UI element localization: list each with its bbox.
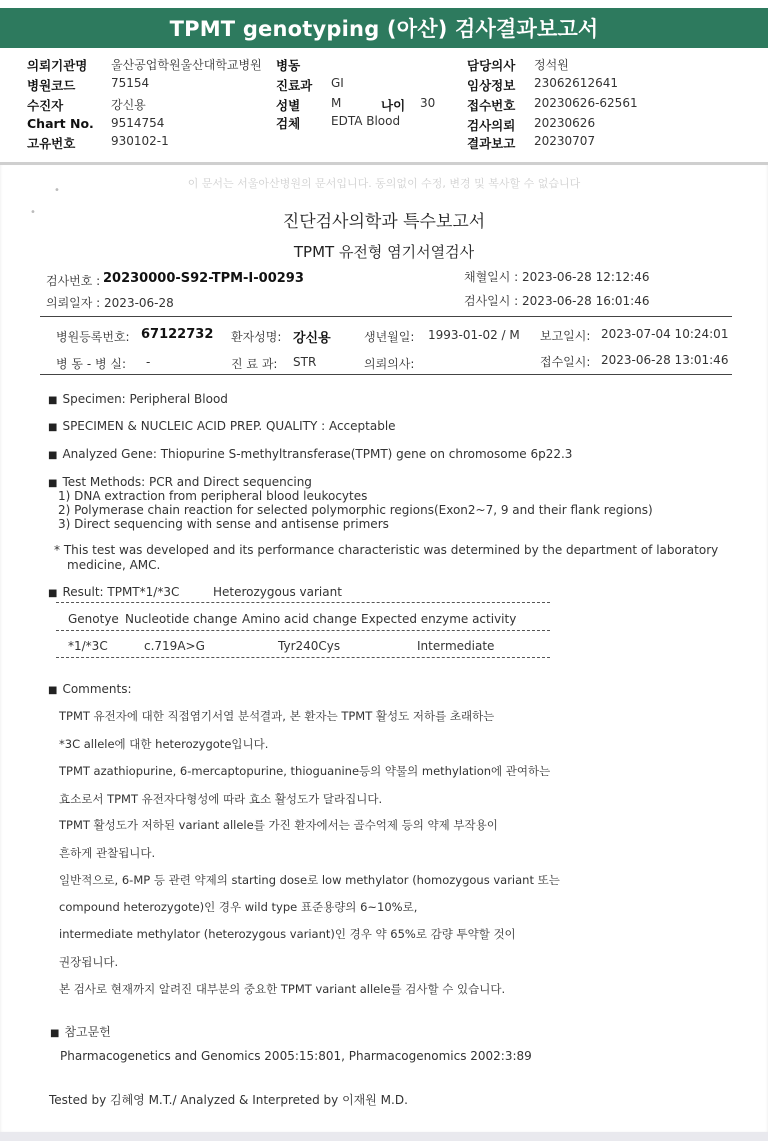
report-title: 진단검사의학과 특수보고서 (282, 212, 486, 232)
dashed-rule (56, 630, 550, 631)
scan-speck: • (30, 207, 36, 218)
table-cell-amino: Tyr240Cys (278, 639, 341, 653)
result-label: ■ Result: TPMT*1/*3C (48, 585, 179, 599)
value-hospital-code: 75154 (111, 76, 150, 90)
table-header-amino: Amino acid change (242, 612, 357, 626)
label-ward: 병동 (276, 58, 301, 73)
value-clinical-info: 23062612641 (534, 76, 618, 90)
value-doctor: 정석원 (534, 58, 569, 72)
comment-line: *3C allele에 대한 heterozygote입니다. (59, 737, 269, 751)
receipt-time-label: 접수일시: (540, 355, 591, 369)
report-subtitle: TPMT 유전형 염기서열검사 (293, 243, 475, 261)
divider (40, 374, 732, 375)
label-unique-no: 고유번호 (27, 136, 76, 151)
specimen-line: ■ Specimen: Peripheral Blood (48, 392, 228, 406)
method-step: 2) Polymerase chain reaction for selected polymorphic regions(Exon2~7, 9 and their flank regions) (58, 503, 653, 517)
ward-label: 병 동 - 병 실: (56, 357, 126, 371)
table-cell-nucleotide: c.719A>G (144, 639, 205, 653)
label-chart-no: Chart No. (27, 116, 94, 131)
label-institution: 의뢰기관명 (27, 58, 88, 73)
result-description: Heterozygous variant (213, 585, 342, 599)
exam-no: 20230000-S92-TPM-I-00293 (103, 271, 304, 286)
test-date: 검사일시 : 2023-06-28 16:01:46 (464, 294, 650, 308)
label-doctor: 담당의사 (467, 58, 516, 73)
report-time-label: 보고일시: (540, 329, 591, 343)
label-exam-request: 검사의뢰 (467, 118, 516, 133)
table-header-enzyme: Expected enzyme activity (361, 612, 517, 626)
dob-label: 생년월일: (364, 330, 415, 344)
doctor-label: 의뢰의사: (364, 357, 415, 371)
dashed-rule (56, 602, 550, 603)
references-title: ■ 참고문헌 (50, 1023, 111, 1040)
exam-no-label: 검사번호 : (46, 274, 101, 288)
value-institution: 울산공업학원울산대학교병원 (111, 58, 262, 72)
report-banner-title: TPMT genotyping (아산) 검사결과보고서 (0, 8, 768, 48)
comment-line: TPMT 유전자에 대한 직접염기서열 분석결과, 본 환자는 TPMT 활성도 저하를 초래하는 (59, 709, 495, 723)
report-time: 2023-07-04 10:24:01 (601, 327, 729, 341)
label-receipt-no: 접수번호 (467, 98, 516, 113)
dept-label: 진 료 과: (231, 357, 278, 371)
value-sex: M (331, 96, 342, 110)
scanned-report (0, 162, 768, 1135)
value-receipt-no: 20230626-62561 (534, 96, 638, 110)
comment-line: compound heterozygote)인 경우 wild type 표준용량의 6~10%로, (59, 900, 418, 914)
comment-line: 흔하게 관찰됩니다. (59, 846, 156, 860)
comment-line: 권장됩니다. (59, 955, 119, 969)
table-header-genotype: Genotye (68, 612, 119, 626)
signature-line: Tested by 김혜영 M.T./ Analyzed & Interpreted by 이재원 M.D. (49, 1093, 408, 1107)
divider (40, 316, 732, 317)
dept: STR (293, 355, 317, 369)
value-unique-no: 930102-1 (111, 134, 169, 148)
patient-name-label: 환자성명: (231, 330, 282, 344)
receipt-time: 2023-06-28 13:01:46 (601, 353, 729, 367)
ward: - (146, 355, 151, 369)
request-info-header (0, 56, 768, 152)
dob: 1993-01-02 / M (428, 328, 520, 342)
development-note-cont: medicine, AMC. (67, 558, 161, 572)
value-specimen: EDTA Blood (331, 114, 401, 128)
method-step: 3) Direct sequencing with sense and antisense primers (58, 517, 389, 531)
comment-line: 일반적으로, 6-MP 등 관련 약제의 starting dose로 low methylator (homozygous variant 또는 (59, 873, 560, 887)
label-result-report: 결과보고 (467, 136, 516, 151)
method-step: 1) DNA extraction from peripheral blood leukocytes (58, 489, 368, 503)
references: Pharmacogenetics and Genomics 2005:15:801, Pharmacogenomics 2002:3:89 (60, 1049, 532, 1063)
copy-notice: 이 문서는 서울아산병원의 문서입니다. 동의없이 수정, 변경 및 복사할 수 없습니다 (187, 177, 581, 190)
page-bottom-strip (0, 1132, 768, 1141)
label-age: 나이 (381, 98, 406, 113)
comment-line: 효소로서 TPMT 유전자다형성에 따라 효소 활성도가 달라집니다. (59, 792, 383, 806)
table-cell-enzyme: Intermediate (417, 639, 495, 653)
quality-line: ■ SPECIMEN & NUCLEIC ACID PREP. QUALITY : Acceptable (48, 419, 396, 433)
collect-date: 채혈일시 : 2023-06-28 12:12:46 (464, 270, 650, 284)
development-note: * This test was developed and its performance characteristic was determined by the department of laboratory (54, 543, 719, 557)
label-clinical-info: 임상정보 (467, 78, 516, 93)
value-chart-no: 9514754 (111, 116, 165, 130)
label-department: 진료과 (276, 78, 313, 93)
comment-line: TPMT 활성도가 저하된 variant allele를 가진 환자에서는 골수억제 등의 약제 부작용이 (59, 818, 498, 832)
label-patient: 수진자 (27, 98, 64, 113)
label-sex: 성별 (276, 98, 301, 113)
comment-line: 본 검사로 현재까지 알려진 대부분의 중요한 TPMT variant allele를 검사할 수 있습니다. (59, 982, 506, 996)
value-exam-request: 20230626 (534, 116, 596, 130)
value-patient: 강신용 (111, 98, 146, 112)
reg-no-label: 병원등록번호: (56, 330, 130, 344)
table-cell-genotype: *1/*3C (68, 639, 108, 653)
request-date: 의뢰일자 : 2023-06-28 (46, 296, 174, 310)
reg-no: 67122732 (141, 327, 214, 342)
scan-speck: • (54, 185, 60, 196)
gene-line: ■ Analyzed Gene: Thiopurine S-methyltransferase(TPMT) gene on chromosome 6p22.3 (48, 447, 572, 461)
methods-title: ■ Test Methods: PCR and Direct sequencing (48, 475, 312, 489)
comments-title: ■ Comments: (48, 682, 132, 696)
label-specimen: 검체 (276, 116, 301, 131)
label-hospital-code: 병원코드 (27, 78, 76, 93)
value-department: GI (331, 76, 344, 90)
patient-name: 강신용 (293, 331, 331, 346)
dashed-rule (56, 657, 550, 658)
comment-line: TPMT azathiopurine, 6-mercaptopurine, thioguanine등의 약물의 methylation에 관여하는 (59, 764, 551, 778)
value-result-report: 20230707 (534, 134, 596, 148)
comment-line: intermediate methylator (heterozygous variant)인 경우 약 65%로 감량 투약할 것이 (59, 927, 516, 941)
table-header-nucleotide: Nucleotide change (125, 612, 238, 626)
value-age: 30 (420, 96, 436, 110)
